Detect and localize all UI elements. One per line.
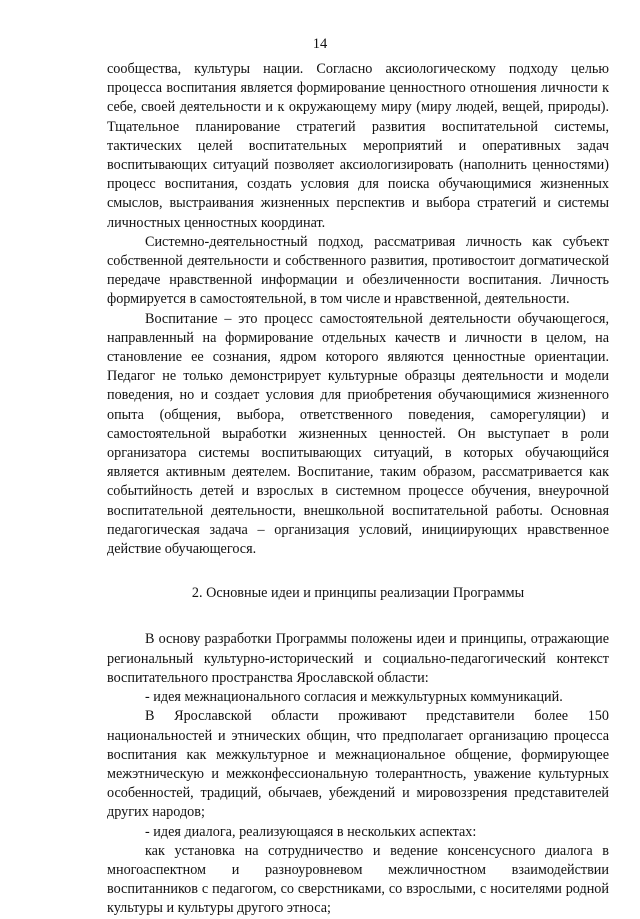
body-paragraph: В основу разработки Программы положены идеи и принципы, отражающие региональный культурно-исторический и социально-педагогический контекст воспитательного пространства Ярославской области: <box>107 631 609 686</box>
page-body <box>107 60 609 919</box>
body-paragraph: сообщества, культуры нации. Согласно аксиологическому подходу целью процесса воспитания является формирование ценностного отношения личности к себе, своей деятельности и к окружающему миру (миру людей, вещей, природы). Тщательное планирование стратегий развития воспитательной системы, тактических целей воспитательных мероприятий и оперативных задач воспитывающих ситуаций позволяет аксиологизировать (наполнить ценностями) процесс воспитания, создать условия для поиска обучающимися жизненных смыслов, выстраивания жизненных перспектив и выбора стратегий и системы личностных ценностных координат. <box>107 61 609 231</box>
body-paragraph: Воспитание – это процесс самостоятельной деятельности обучающегося, направленный на формирование отдельных качеств и личности в целом, на становление ее сознания, ядром которого являются ценностные ориентации. Педагог не только демонстрирует культурные образцы деятельности и модели поведения, но и создает условия для приобретения обучающимися жизненного опыта (общения, выбора, ответственного поведения, саморегуляции) и самостоятельной выработки жизненных ценностей. Он выступает в роли организатора системы воспитывающих ситуаций, в которых обучающийся является активным деятелем. Воспитание, таким образом, рассматривается как событийность детей и взрослых в системном процессе обучения, внеурочной воспитательной деятельности, внешкольной воспитательной работы. Основная педагогическая задача – организация условий, инициирующих нравственное действие обучающегося. <box>107 310 609 558</box>
body-paragraph: Системно-деятельностный подход, рассматривая личность как субъект собственной деятельности и собственного развития, противостоит догматической передаче нравственной информации и обезличенности воспитания. Личность формируется в самостоятельной, в том числе и нравственной, деятельности. <box>107 233 609 308</box>
page-number: 14 <box>312 36 328 52</box>
body-paragraph: В Ярославской области проживают представители более 150 национальностей и этнических общин, что предполагает организацию процесса воспитания как межкультурное и межнациональное общение, формирующее межэтническую и межконфессиональную толерантность, уважение культурных особенностей, традиций, обычаев, убеждений и мировоззрения представителей других народов; <box>107 708 609 821</box>
body-paragraph: как установка на сотрудничество и ведение консенсусного диалога в многоаспектном и разноуровневом межличностном взаимодействии воспитанников с педагогом, со сверстниками, со взрослыми, с носителями родной культуры и культуры другого этноса; <box>107 842 609 917</box>
list-item: - идея диалога, реализующаяся в нескольких аспектах: <box>145 823 477 840</box>
section-heading: 2. Основные идеи и принципы реализации Программы <box>191 585 525 602</box>
list-item: - идея межнационального согласия и межкультурных коммуникаций. <box>145 689 563 706</box>
